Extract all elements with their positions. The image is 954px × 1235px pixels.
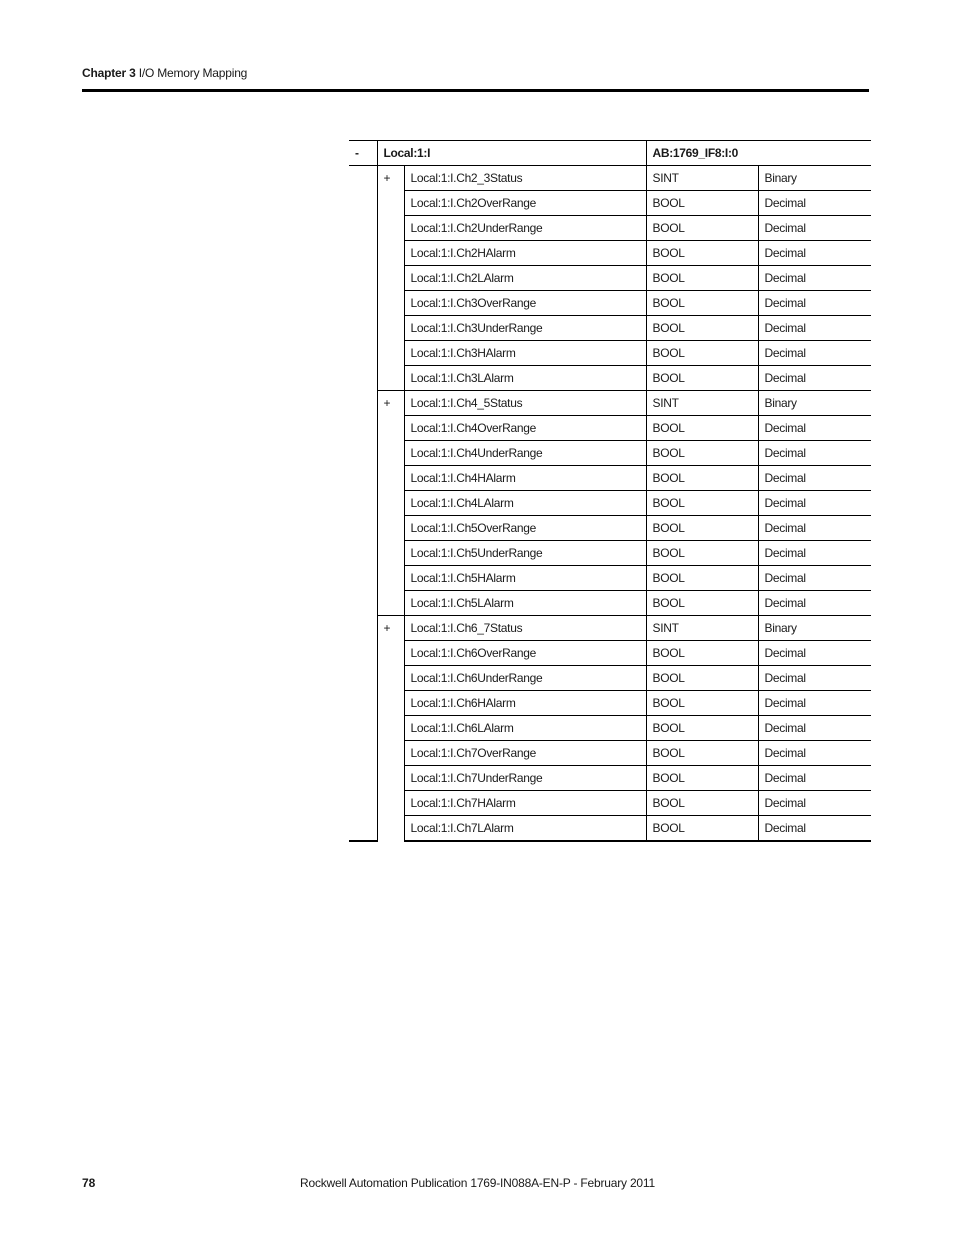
- tree-indent: [377, 766, 404, 791]
- tree-indent: [377, 516, 404, 541]
- collapse-toggle[interactable]: -: [349, 141, 377, 166]
- table-header-name: Local:1:I: [377, 141, 646, 166]
- table-header-row: [349, 141, 871, 166]
- tree-indent: [377, 491, 404, 516]
- tag-name-cell: Local:1:I.Ch2UnderRange: [404, 216, 646, 241]
- display-style-cell: Decimal: [758, 541, 871, 566]
- tag-name-cell: Local:1:I.Ch5HAlarm: [404, 566, 646, 591]
- tag-name-cell: Local:1:I.Ch6_7Status: [404, 616, 646, 641]
- table-row: [349, 741, 871, 766]
- display-style-cell: Decimal: [758, 341, 871, 366]
- data-type-cell: BOOL: [646, 316, 758, 341]
- table-row: [349, 516, 871, 541]
- tag-name-cell: Local:1:I.Ch7HAlarm: [404, 791, 646, 816]
- display-style-cell: Decimal: [758, 816, 871, 842]
- display-style-cell: Decimal: [758, 191, 871, 216]
- tag-name-cell: Local:1:I.Ch3UnderRange: [404, 316, 646, 341]
- data-type-cell: BOOL: [646, 516, 758, 541]
- tree-indent: [377, 691, 404, 716]
- tree-indent: [377, 566, 404, 591]
- data-type-cell: BOOL: [646, 491, 758, 516]
- data-type-cell: BOOL: [646, 591, 758, 616]
- data-type-cell: BOOL: [646, 766, 758, 791]
- display-style-cell: Decimal: [758, 666, 871, 691]
- tag-name-cell: Local:1:I.Ch4LAlarm: [404, 491, 646, 516]
- display-style-cell: Binary: [758, 616, 871, 641]
- tag-name-cell: Local:1:I.Ch3LAlarm: [404, 366, 646, 391]
- tag-name-cell: Local:1:I.Ch5LAlarm: [404, 591, 646, 616]
- data-type-cell: BOOL: [646, 641, 758, 666]
- tree-indent: [377, 791, 404, 816]
- data-type-cell: BOOL: [646, 566, 758, 591]
- tag-name-cell: Local:1:I.Ch4HAlarm: [404, 466, 646, 491]
- tag-name-cell: Local:1:I.Ch2_3Status: [404, 166, 646, 191]
- data-type-cell: BOOL: [646, 466, 758, 491]
- tree-indent: [377, 216, 404, 241]
- data-type-cell: BOOL: [646, 691, 758, 716]
- table-row: [349, 466, 871, 491]
- table-row: [349, 191, 871, 216]
- display-style-cell: Decimal: [758, 766, 871, 791]
- tree-indent: [377, 716, 404, 741]
- page-number: 78: [82, 1176, 96, 1190]
- table-row: [349, 441, 871, 466]
- tag-name-cell: Local:1:I.Ch3OverRange: [404, 291, 646, 316]
- tag-name-cell: Local:1:I.Ch2OverRange: [404, 191, 646, 216]
- display-style-cell: Decimal: [758, 691, 871, 716]
- table-row: [349, 566, 871, 591]
- tree-indent: [377, 291, 404, 316]
- table-row: [349, 341, 871, 366]
- table-row: [349, 291, 871, 316]
- tag-name-cell: Local:1:I.Ch7UnderRange: [404, 766, 646, 791]
- display-style-cell: Decimal: [758, 241, 871, 266]
- tree-indent: [377, 666, 404, 691]
- table-row: [349, 716, 871, 741]
- running-header: [82, 66, 247, 80]
- table-row: [349, 366, 871, 391]
- expand-toggle[interactable]: +: [377, 616, 404, 641]
- tree-indent: [377, 266, 404, 291]
- tree-indent: [377, 416, 404, 441]
- data-type-cell: BOOL: [646, 716, 758, 741]
- data-type-cell: BOOL: [646, 441, 758, 466]
- table-row: [349, 391, 871, 416]
- tree-indent: [377, 366, 404, 391]
- data-type-cell: SINT: [646, 166, 758, 191]
- data-type-cell: BOOL: [646, 741, 758, 766]
- data-type-cell: BOOL: [646, 191, 758, 216]
- expand-toggle[interactable]: +: [377, 166, 404, 191]
- tag-name-cell: Local:1:I.Ch5UnderRange: [404, 541, 646, 566]
- display-style-cell: Decimal: [758, 416, 871, 441]
- data-type-cell: BOOL: [646, 791, 758, 816]
- chapter-label: Chapter 3: [82, 66, 136, 80]
- data-type-cell: BOOL: [646, 816, 758, 842]
- tree-indent: [377, 316, 404, 341]
- tag-name-cell: Local:1:I.Ch5OverRange: [404, 516, 646, 541]
- table-row: [349, 216, 871, 241]
- table-row: [349, 641, 871, 666]
- display-style-cell: Decimal: [758, 316, 871, 341]
- table-row: [349, 166, 871, 191]
- data-type-cell: BOOL: [646, 366, 758, 391]
- table-row: [349, 541, 871, 566]
- tag-table: [349, 140, 871, 842]
- data-type-cell: BOOL: [646, 291, 758, 316]
- data-type-cell: BOOL: [646, 541, 758, 566]
- data-type-cell: BOOL: [646, 666, 758, 691]
- data-type-cell: BOOL: [646, 216, 758, 241]
- display-style-cell: Decimal: [758, 491, 871, 516]
- data-type-cell: SINT: [646, 391, 758, 416]
- indent-spacer: [349, 166, 377, 842]
- table-row: [349, 416, 871, 441]
- tag-name-cell: Local:1:I.Ch4UnderRange: [404, 441, 646, 466]
- display-style-cell: Decimal: [758, 266, 871, 291]
- tag-name-cell: Local:1:I.Ch2HAlarm: [404, 241, 646, 266]
- tree-indent: [377, 641, 404, 666]
- tag-name-cell: Local:1:I.Ch6LAlarm: [404, 716, 646, 741]
- table-row: [349, 691, 871, 716]
- tree-indent: [377, 441, 404, 466]
- tag-name-cell: Local:1:I.Ch2LAlarm: [404, 266, 646, 291]
- display-style-cell: Decimal: [758, 441, 871, 466]
- table-row: [349, 791, 871, 816]
- display-style-cell: Decimal: [758, 466, 871, 491]
- chapter-title: I/O Memory Mapping: [138, 66, 248, 80]
- display-style-cell: Decimal: [758, 591, 871, 616]
- display-style-cell: Binary: [758, 391, 871, 416]
- tree-indent: [377, 191, 404, 216]
- tree-indent: [377, 241, 404, 266]
- tag-name-cell: Local:1:I.Ch6HAlarm: [404, 691, 646, 716]
- display-style-cell: Decimal: [758, 741, 871, 766]
- table-row: [349, 241, 871, 266]
- data-type-cell: BOOL: [646, 241, 758, 266]
- display-style-cell: Decimal: [758, 291, 871, 316]
- table-row: [349, 316, 871, 341]
- table-row: [349, 591, 871, 616]
- display-style-cell: Decimal: [758, 516, 871, 541]
- tree-indent: [377, 816, 404, 842]
- display-style-cell: Binary: [758, 166, 871, 191]
- header-rule: [82, 89, 869, 92]
- table-row: [349, 816, 871, 842]
- data-type-cell: BOOL: [646, 341, 758, 366]
- data-type-cell: SINT: [646, 616, 758, 641]
- expand-toggle[interactable]: +: [377, 391, 404, 416]
- display-style-cell: Decimal: [758, 791, 871, 816]
- table-row: [349, 766, 871, 791]
- display-style-cell: Decimal: [758, 641, 871, 666]
- display-style-cell: Decimal: [758, 566, 871, 591]
- display-style-cell: Decimal: [758, 716, 871, 741]
- tree-indent: [377, 341, 404, 366]
- data-type-cell: BOOL: [646, 266, 758, 291]
- data-type-cell: BOOL: [646, 416, 758, 441]
- table-row: [349, 266, 871, 291]
- tag-name-cell: Local:1:I.Ch6OverRange: [404, 641, 646, 666]
- tag-name-cell: Local:1:I.Ch4OverRange: [404, 416, 646, 441]
- tag-name-cell: Local:1:I.Ch7OverRange: [404, 741, 646, 766]
- tag-name-cell: Local:1:I.Ch3HAlarm: [404, 341, 646, 366]
- display-style-cell: Decimal: [758, 216, 871, 241]
- tree-indent: [377, 541, 404, 566]
- table-row: [349, 616, 871, 641]
- table-row: [349, 666, 871, 691]
- tree-indent: [377, 591, 404, 616]
- tree-indent: [377, 741, 404, 766]
- tag-name-cell: Local:1:I.Ch7LAlarm: [404, 816, 646, 842]
- tag-name-cell: Local:1:I.Ch4_5Status: [404, 391, 646, 416]
- table-header-type: AB:1769_IF8:I:0: [646, 141, 871, 166]
- publication-info: Rockwell Automation Publication 1769-IN088A-EN-P - February 2011: [300, 1176, 655, 1190]
- tree-indent: [377, 466, 404, 491]
- display-style-cell: Decimal: [758, 366, 871, 391]
- table-row: [349, 491, 871, 516]
- tag-name-cell: Local:1:I.Ch6UnderRange: [404, 666, 646, 691]
